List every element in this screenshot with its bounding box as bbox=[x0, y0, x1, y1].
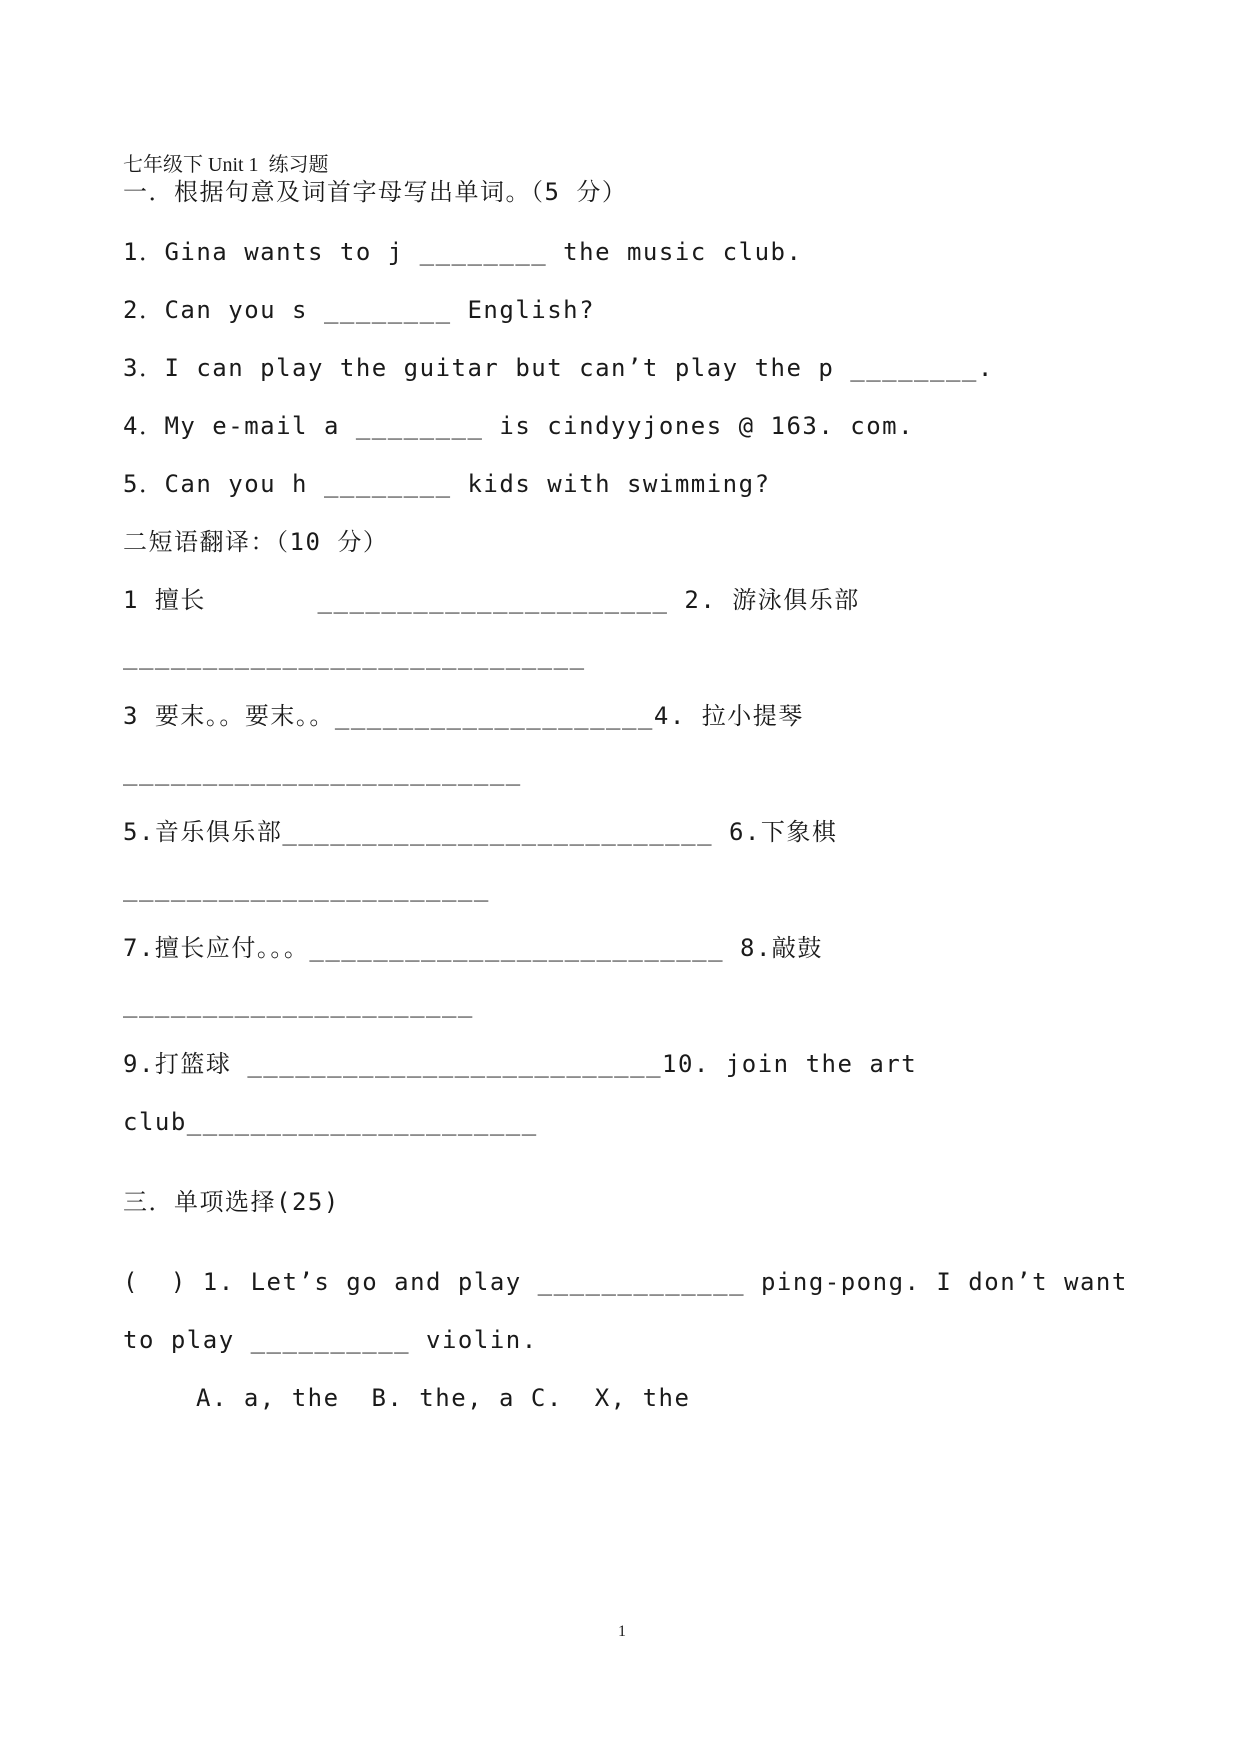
section3-heading: 三．单项选择(25) bbox=[123, 1188, 340, 1216]
section2-line-9: 9.打篮球 __________________________10. join the art bbox=[123, 1050, 918, 1078]
section1-item-5: 5．Can you h ________ kids with swimming? bbox=[123, 470, 771, 498]
section1-item-1: 1．Gina wants to j ________ the music club. bbox=[123, 238, 803, 266]
section2-line-10: club______________________ bbox=[123, 1108, 538, 1136]
question-1-options: A. a, the B. the, a C. X, the bbox=[196, 1384, 691, 1412]
page-number: 1 bbox=[618, 1623, 626, 1640]
section1-item-4: 4．My e-mail a ________ is cindyyjones @ 163. com. bbox=[123, 412, 915, 440]
section1-item-2: 2．Can you s ________ English? bbox=[123, 296, 596, 324]
section2-line-4: _________________________ bbox=[123, 758, 522, 786]
question-1-line-2: to play __________ violin. bbox=[123, 1326, 538, 1354]
question-1-line-1: ( ) 1. Let’s go and play _____________ ping-pong. I don’t want bbox=[123, 1268, 1128, 1296]
document-title: 七年级下 Unit 1 练习题 bbox=[123, 154, 329, 176]
section1-item-3: 3．I can play the guitar but can’t play the p ________. bbox=[123, 354, 994, 382]
section2-heading: 二短语翻译：（10 分） bbox=[123, 528, 389, 556]
section2-line-3: 3 要末。。要末。。____________________4. 拉小提琴 bbox=[123, 702, 804, 730]
section2-line-2: _____________________________ bbox=[123, 642, 586, 670]
section2-line-7: 7.擅长应付。。。__________________________ 8.敲鼓 bbox=[123, 934, 823, 962]
section2-line-5: 5.音乐俱乐部___________________________ 6.下象棋 bbox=[123, 818, 838, 846]
section2-line-8: ______________________ bbox=[123, 990, 474, 1018]
section2-line-6: _______________________ bbox=[123, 874, 490, 902]
section2-line-1: 1 擅长 ______________________ 2. 游泳俱乐部 bbox=[123, 586, 860, 614]
section1-heading: 一．根据句意及词首字母写出单词。（5 分） bbox=[123, 178, 628, 206]
